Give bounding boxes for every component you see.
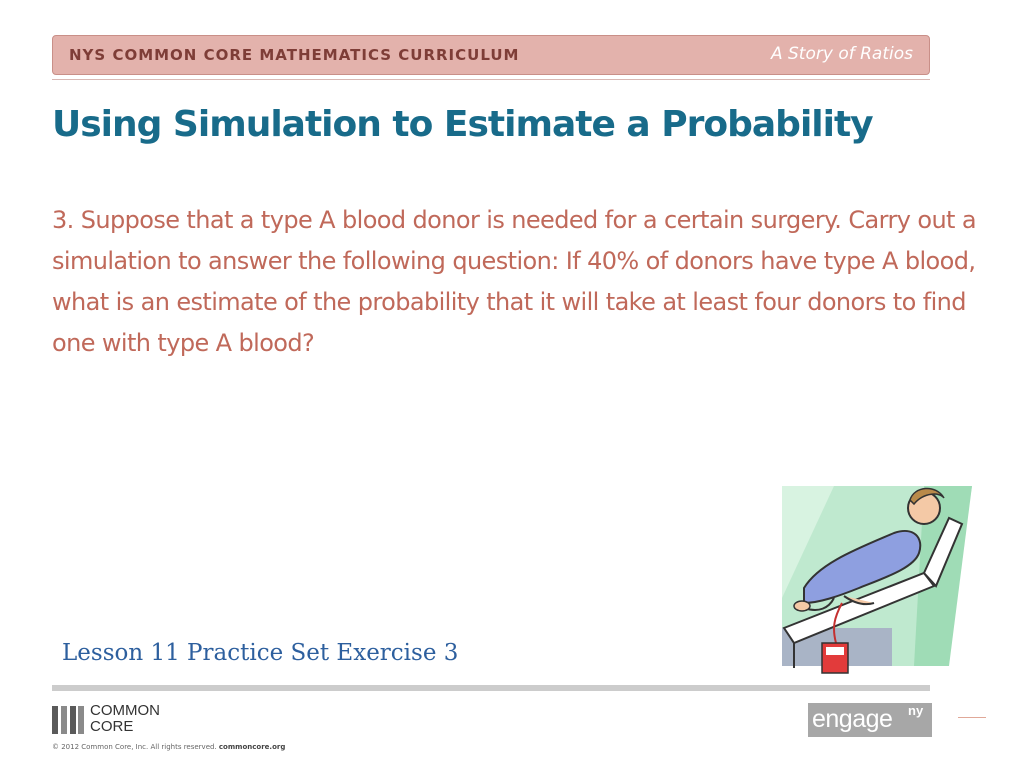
exercise-question: 3. Suppose that a type A blood donor is needed for a certain surgery. Carry out a simulation to answer the following question: If 40% of donors have type A blood, what is an estimate of the probability that it will take at least four donors to find one with type A blood? [52, 206, 976, 357]
curriculum-label: NYS COMMON CORE MATHEMATICS CURRICULUM [69, 46, 520, 64]
common-core-logo-text: COMMON CORE [90, 702, 160, 735]
lesson-label: Lesson 11 Practice Set Exercise 3 [62, 640, 459, 666]
engage-ny-superscript: ny [908, 703, 924, 718]
blood-donor-icon [774, 478, 974, 680]
commoncore-link[interactable]: commoncore.org [218, 743, 286, 751]
common-core-bars-icon [52, 706, 84, 734]
slide-title: Using Simulation to Estimate a Probability [52, 104, 873, 145]
header-divider [52, 79, 930, 80]
copyright-text: © 2012 Common Core, Inc. All rights reserved. [52, 743, 217, 751]
common-core-logo [52, 703, 192, 737]
engage-word: engage [812, 705, 893, 733]
story-label: A Story of Ratios [770, 44, 913, 64]
footer-accent-line [958, 717, 986, 718]
footer-divider [52, 685, 930, 691]
curriculum-header [52, 35, 930, 75]
copyright-notice [52, 743, 285, 751]
engage-ny-logo [808, 703, 932, 737]
